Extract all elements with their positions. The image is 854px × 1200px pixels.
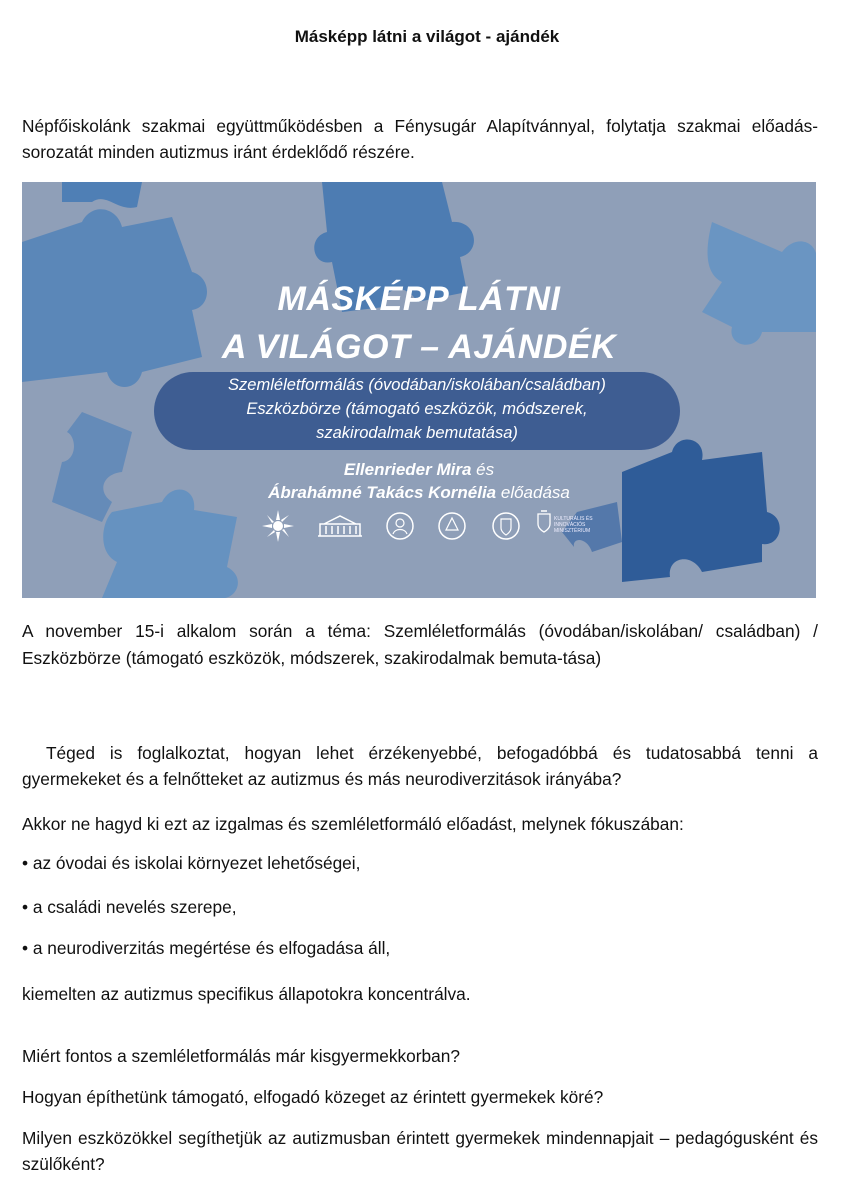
banner-title-line2: A VILÁGOT – AJÁNDÉK [221, 328, 617, 366]
bullet-item: • a neurodiverzitás megértése és elfogadása áll, [22, 938, 391, 958]
question-item: Miért fontos a szemléletformálás már kisgyermekkorban? [22, 1046, 460, 1066]
banner-speakers-line1 [22, 460, 816, 480]
banner-subtitle-line1: Szemléletformálás (óvodában/iskolában/családban) [228, 376, 606, 394]
building-logo-icon [314, 510, 366, 542]
sun-logo-icon [262, 510, 294, 542]
focus-paragraph: Akkor ne hagyd ki ezt az izgalmas és szemléletformáló előadást, melynek fókuszában: [22, 814, 684, 834]
circle-emblem-icon [436, 510, 468, 542]
emphasis-paragraph: kiemelten az autizmus specifikus állapotokra koncentrálva. [22, 984, 471, 1004]
shield-crest-icon [490, 510, 522, 542]
bullet-item: • az óvodai és iskolai környezet lehetőségei, [22, 853, 361, 873]
topic-paragraph: A november 15-i alkalom során a téma: Szemléletformálás (óvodában/iskolában/ családban) / Eszközbörze (támogató eszközök, módszerek, szakirodalmak bemuta-tása) [22, 621, 818, 668]
question-paragraph: Téged is foglalkoztat, hogyan lehet érzékenyebbé, befogadóbbá és tudatosabbá tenni a gyermekeket és a felnőtteket az autizmus és más neurodiverzitások irányába? [22, 743, 818, 789]
ministry-logo-text: KULTURÁLIS ÉS INNOVÁCIÓS MINISZTÉRIUM [554, 516, 593, 534]
question-item: Hogyan építhetünk támogató, elfogadó közeget az érintett gyermekek köré? [22, 1087, 604, 1107]
banner-speakers-line2 [22, 483, 816, 503]
speaker-1-name: Ellenrieder Mira [343, 460, 472, 479]
coat-of-arms-icon [536, 510, 552, 534]
intro-paragraph: Népfőiskolánk szakmai együttműködésben a Fénysugár Alapítvánnyal, folytatja szakmai előadás-sorozatát minden autizmus iránt érdeklődő részére. [22, 116, 818, 162]
banner-subtitle-line2: Eszközbörze (támogató eszközök, módszerek, [246, 400, 588, 418]
portrait-seal-icon [384, 510, 416, 542]
question-item: Milyen eszközökkel segíthetjük az autizmusban érintett gyermekek mindennapjait – pedagógusként és szülőként? [22, 1128, 818, 1174]
talk-suffix: előadása [496, 483, 570, 502]
banner-title-line1: MÁSKÉPP LÁTNI [277, 280, 561, 318]
banner-subtitle-line3: szakirodalmak bemutatása) [316, 424, 518, 442]
speakers-and: és [471, 460, 495, 479]
event-banner-image [22, 182, 816, 598]
page-title: Másképp látni a világot - ajándék [294, 27, 560, 46]
speaker-2-name: Ábrahámné Takács Kornélia [268, 483, 497, 502]
sponsor-logos [262, 510, 592, 542]
bullet-item: • a családi nevelés szerepe, [22, 897, 237, 917]
